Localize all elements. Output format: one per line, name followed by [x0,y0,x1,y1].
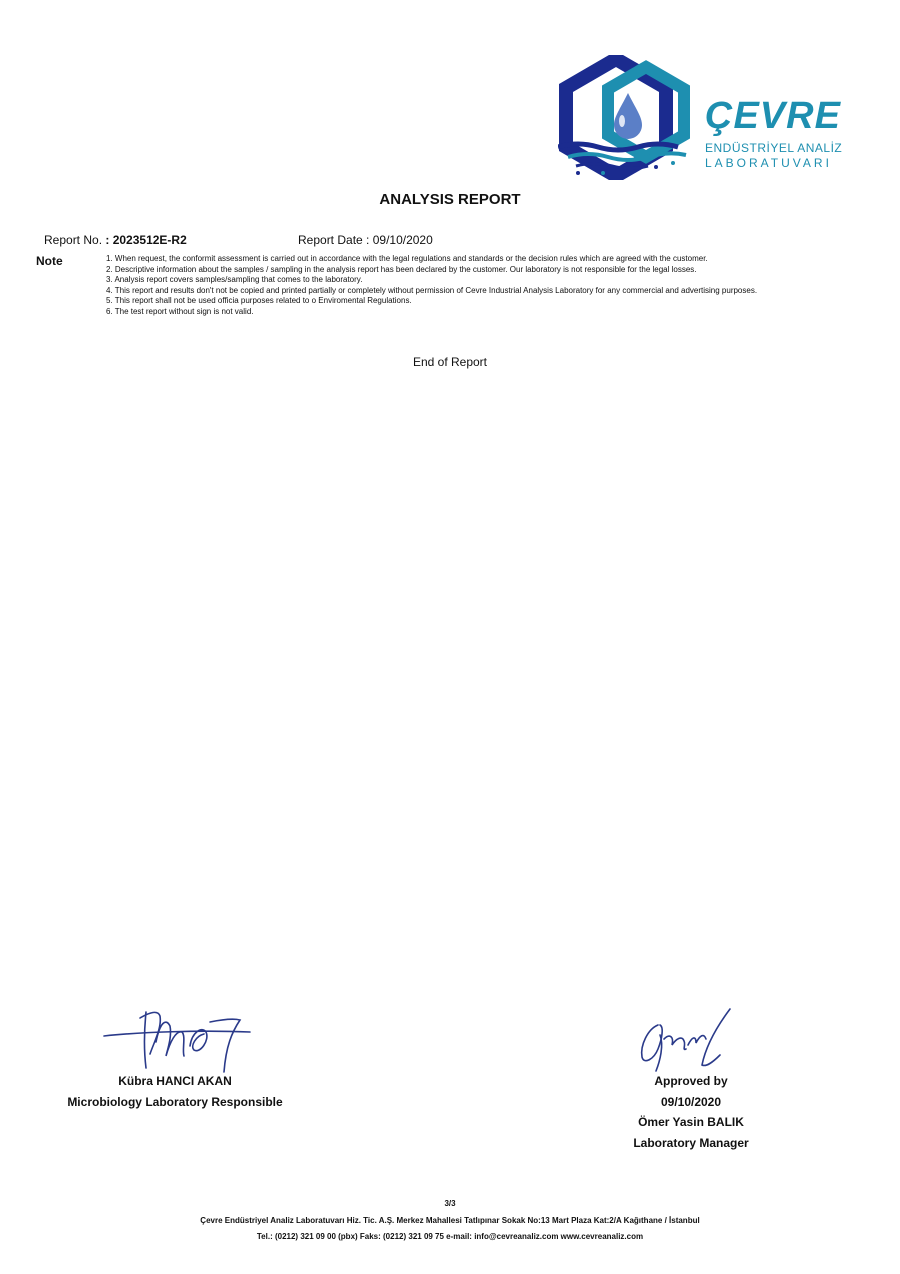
page-title: ANALYSIS REPORT [379,191,521,208]
note-item: 6. The test report without sign is not valid. [106,306,254,316]
report-date-value: : 09/10/2020 [366,233,433,247]
signature-left-icon [100,1002,260,1074]
footer-address: Çevre Endüstriyel Analiz Laboratuvarı Hiz. Tic. A.Ş. Merkez Mahallesi Tatlıpınar Sokak No:13 Mart Plaza Kat:2/A Kağıthane / İstanbul [200,1216,700,1225]
brand-name: ÇEVRE [705,95,841,137]
signatory-right [586,1071,796,1153]
report-no-value: : 2023512E-R2 [105,233,187,247]
signature-right-icon [630,1005,740,1077]
approved-by-label: Approved by [654,1074,728,1088]
signatory-left [40,1071,310,1112]
note-item: 1. When request, the conformit assessment is carried out in accordance with the legal regulations and standards or the decision rules which are agreed with the customer. [106,254,708,263]
note-item: 3. Analysis report covers samples/sampling that comes to the laboratory. [106,275,363,284]
signatory-name: Ömer Yasin BALIK [638,1115,744,1129]
report-date-label: Report Date [298,233,363,247]
report-date [298,233,433,247]
signatory-role: Microbiology Laboratory Responsible [67,1094,283,1109]
note-item: 4. This report and results don't not be copied and printed partially or completely without permission of Cevre Industrial Analysis Laboratory for any commercial and advertising purposes. [106,285,758,295]
signatory-name: Kübra HANCI AKAN [118,1074,232,1088]
footer-contact: Tel.: (0212) 321 09 00 (pbx) Faks: (0212) 321 09 75 e-mail: info@cevreanaliz.com www.cevreanaliz.com [256,1232,644,1241]
brand-subtitle: ENDÜSTRİYEL ANALİZ [705,141,843,155]
report-no-label: Report No. [44,233,103,247]
end-of-report: End of Report [412,355,488,369]
note-label: Note [36,254,63,268]
note-list [106,254,806,317]
note-item: 5. This report shall not be used officia purposes related to o Enviromental Regulations. [106,296,412,305]
page-number: 3/3 [444,1199,456,1208]
report-no [44,233,187,247]
approval-date: 09/10/2020 [660,1094,722,1109]
note-item: 2. Descriptive information about the samples / sampling in the analysis report has been declared by the customer. Our laboratory is not responsible for the legal losses. [106,264,697,274]
signatory-role: Laboratory Manager [633,1135,749,1150]
brand-subtitle: LABORATUVARI [705,156,832,170]
